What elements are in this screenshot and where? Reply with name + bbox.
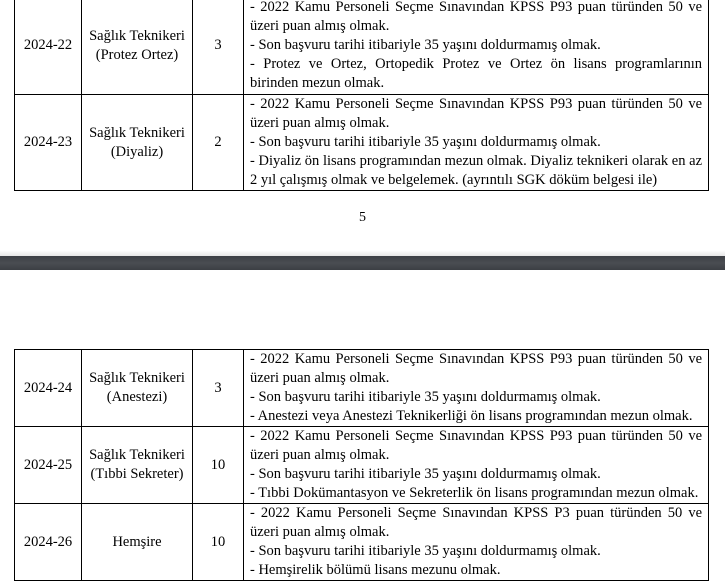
position-code: 2024-25 bbox=[15, 427, 82, 504]
position-title-line: Sağlık Teknikeri bbox=[89, 370, 185, 386]
requirement-line: - Protez ve Ortez, Ortopedik Protez ve Ortez ön lisans programlarının birinden mezun olmak. bbox=[250, 56, 702, 91]
requirement-line: - 2022 Kamu Personeli Seçme Sınavından KPSS P93 puan türünden 50 ve üzeri puan almış olmak. bbox=[250, 351, 702, 386]
position-quantity: 3 bbox=[193, 0, 244, 95]
position-title-line: (Diyaliz) bbox=[110, 143, 164, 160]
table-row bbox=[15, 95, 709, 191]
page-separator bbox=[0, 256, 725, 270]
position-requirements bbox=[244, 350, 709, 427]
position-title-line: Sağlık Teknikeri bbox=[89, 27, 185, 44]
position-requirements bbox=[244, 427, 709, 504]
position-requirements bbox=[244, 0, 709, 95]
position-title bbox=[82, 504, 193, 581]
position-title-line: Sağlık Teknikeri bbox=[89, 124, 185, 141]
requirement-line: - Son başvuru tarihi itibariyle 35 yaşını doldurmamış olmak. bbox=[250, 543, 601, 559]
requirement-line: - Son başvuru tarihi itibariyle 35 yaşını doldurmamış olmak. bbox=[250, 134, 601, 150]
table-row bbox=[15, 0, 709, 95]
page-number: 5 bbox=[359, 210, 366, 225]
position-title bbox=[82, 0, 193, 95]
position-code: 2024-23 bbox=[15, 95, 82, 191]
position-quantity: 3 bbox=[193, 350, 244, 427]
table-row bbox=[15, 427, 709, 504]
table-row bbox=[15, 504, 709, 581]
position-title bbox=[82, 350, 193, 427]
requirement-line: - Diyaliz ön lisans programından mezun olmak. Diyaliz teknikeri olarak en az 2 yıl çalışmış olmak ve belgelemek. (ayrıntılı SGK döküm belgesi ile) bbox=[250, 153, 702, 188]
position-quantity: 10 bbox=[193, 504, 244, 581]
position-title-line: (Protez Ortez) bbox=[95, 46, 179, 63]
position-requirements bbox=[244, 95, 709, 191]
requirement-line: - 2022 Kamu Personeli Seçme Sınavından KPSS P93 puan türünden 50 ve üzeri puan almış olmak. bbox=[250, 96, 702, 131]
requirement-line: - 2022 Kamu Personeli Seçme Sınavından KPSS P93 puan türünden 50 ve üzeri puan almış olmak. bbox=[250, 428, 702, 463]
requirement-line: - 2022 Kamu Personeli Seçme Sınavından KPSS P3 puan türünden 50 ve üzeri puan almış olmak. bbox=[250, 505, 702, 540]
requirement-line: - Tıbbi Dokümantasyon ve Sekreterlik ön lisans programından mezun olmak. bbox=[250, 485, 699, 501]
document-page-6 bbox=[0, 270, 725, 580]
position-title-line: (Tıbbi Sekreter) bbox=[90, 466, 184, 482]
requirement-line: - Son başvuru tarihi itibariyle 35 yaşını doldurmamış olmak. bbox=[250, 389, 601, 405]
position-title-line: Hemşire bbox=[112, 533, 162, 550]
position-requirements bbox=[244, 504, 709, 581]
positions-table-bottom bbox=[14, 349, 709, 581]
requirement-line: - Son başvuru tarihi itibariyle 35 yaşını doldurmamış olmak. bbox=[250, 466, 601, 482]
position-title bbox=[82, 95, 193, 191]
document-page-5 bbox=[0, 0, 725, 256]
requirement-line: - Son başvuru tarihi itibariyle 35 yaşını doldurmamış olmak. bbox=[250, 37, 601, 53]
positions-table-top bbox=[14, 0, 709, 191]
table-row bbox=[15, 350, 709, 427]
position-code: 2024-22 bbox=[15, 0, 82, 95]
position-title-line: (Anestezi) bbox=[106, 389, 168, 405]
requirement-line: - 2022 Kamu Personeli Seçme Sınavından KPSS P93 puan türünden 50 ve üzeri puan almış olmak. bbox=[250, 0, 702, 34]
requirement-line: - Anestezi veya Anestezi Teknikerliği ön lisans programından mezun olmak. bbox=[250, 408, 693, 424]
position-title bbox=[82, 427, 193, 504]
position-title-line: Sağlık Teknikeri bbox=[89, 447, 185, 463]
position-code: 2024-24 bbox=[15, 350, 82, 427]
requirement-line: - Hemşirelik bölümü lisans mezunu olmak. bbox=[250, 562, 501, 578]
position-quantity: 10 bbox=[193, 427, 244, 504]
position-code: 2024-26 bbox=[15, 504, 82, 581]
position-quantity: 2 bbox=[193, 95, 244, 191]
